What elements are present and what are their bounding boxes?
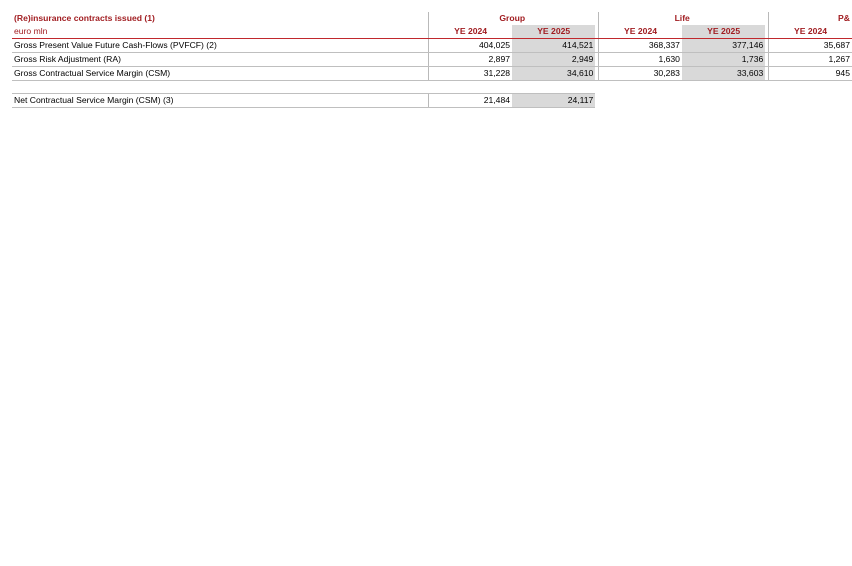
cell-value: 1,630 xyxy=(599,53,682,67)
table-row xyxy=(12,67,852,81)
row-label: Gross Present Value Future Cash-Flows (PVFCF) (2) xyxy=(12,39,425,53)
table-title: (Re)insurance contracts issued (1) xyxy=(14,13,155,23)
table-row xyxy=(12,39,852,53)
cell-value: 1,267 xyxy=(769,53,852,67)
spacer-row xyxy=(12,81,852,94)
header-row-groups xyxy=(12,12,852,25)
cell-value: 33,603 xyxy=(682,67,765,81)
cell-value: 21,484 xyxy=(429,94,512,108)
cell-value: 31,228 xyxy=(429,67,512,81)
year-header: YE 2024 xyxy=(599,25,682,39)
cell-value: 368,337 xyxy=(599,39,682,53)
cell-value: 404,025 xyxy=(429,39,512,53)
year-header: YE 2024 xyxy=(429,25,512,39)
cell-value: 2,949 xyxy=(512,53,595,67)
cell-value: 414,521 xyxy=(512,39,595,53)
cell-value: 34,610 xyxy=(512,67,595,81)
group-header-life: Life xyxy=(599,12,766,25)
cell-value: 945 xyxy=(769,67,852,81)
cell-value: 2,897 xyxy=(429,53,512,67)
cell-value: 377,146 xyxy=(682,39,765,53)
row-label: Gross Contractual Service Margin (CSM) xyxy=(12,67,425,81)
row-label: Gross Risk Adjustment (RA) xyxy=(12,53,425,67)
year-header: YE 2025 xyxy=(682,25,765,39)
year-header: YE 2024 xyxy=(769,25,852,39)
cell-value: 30,283 xyxy=(599,67,682,81)
insurance-contracts-table xyxy=(12,12,852,108)
group-header-group: Group xyxy=(429,12,596,25)
year-header: YE 2025 xyxy=(512,25,595,39)
table-row xyxy=(12,53,852,67)
unit-label: euro mln xyxy=(12,25,425,39)
cell-value: 35,687 xyxy=(769,39,852,53)
cell-value: 1,736 xyxy=(682,53,765,67)
group-header-pc: P& xyxy=(769,12,852,25)
insurance-contracts-table-container xyxy=(12,12,850,122)
cell-value: 24,117 xyxy=(512,94,595,108)
header-row-years xyxy=(12,25,852,39)
row-label: Net Contractual Service Margin (CSM) (3) xyxy=(12,94,425,108)
net-csm-row xyxy=(12,94,852,108)
